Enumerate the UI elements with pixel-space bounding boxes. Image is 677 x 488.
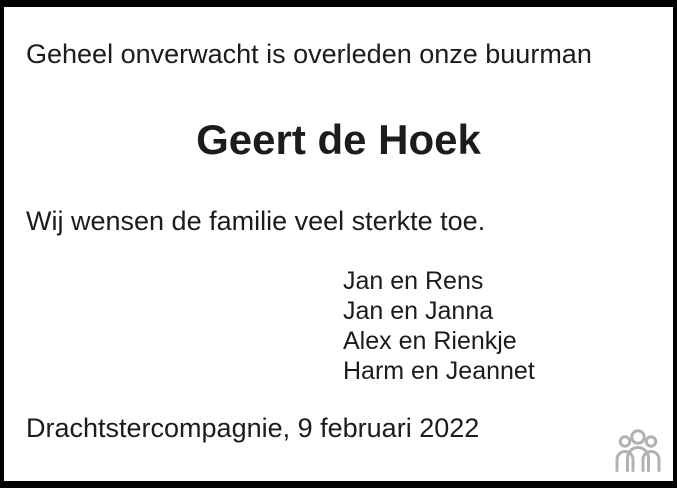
dateline: Drachtstercompagnie, 9 februari 2022 bbox=[26, 413, 480, 443]
signature-line: Jan en Janna bbox=[343, 297, 494, 325]
family-icon bbox=[615, 429, 661, 472]
signature-line: Jan en Rens bbox=[343, 267, 484, 295]
signatures-block bbox=[343, 266, 535, 386]
opening-line: Geheel onverwacht is overleden onze buurman bbox=[26, 39, 592, 69]
signature-line: Harm en Jeannet bbox=[343, 357, 535, 385]
deceased-name: Geert de Hoek bbox=[196, 116, 481, 163]
signature-line: Alex en Rienkje bbox=[343, 327, 517, 355]
condolence-line: Wij wensen de familie veel sterkte toe. bbox=[26, 206, 486, 236]
